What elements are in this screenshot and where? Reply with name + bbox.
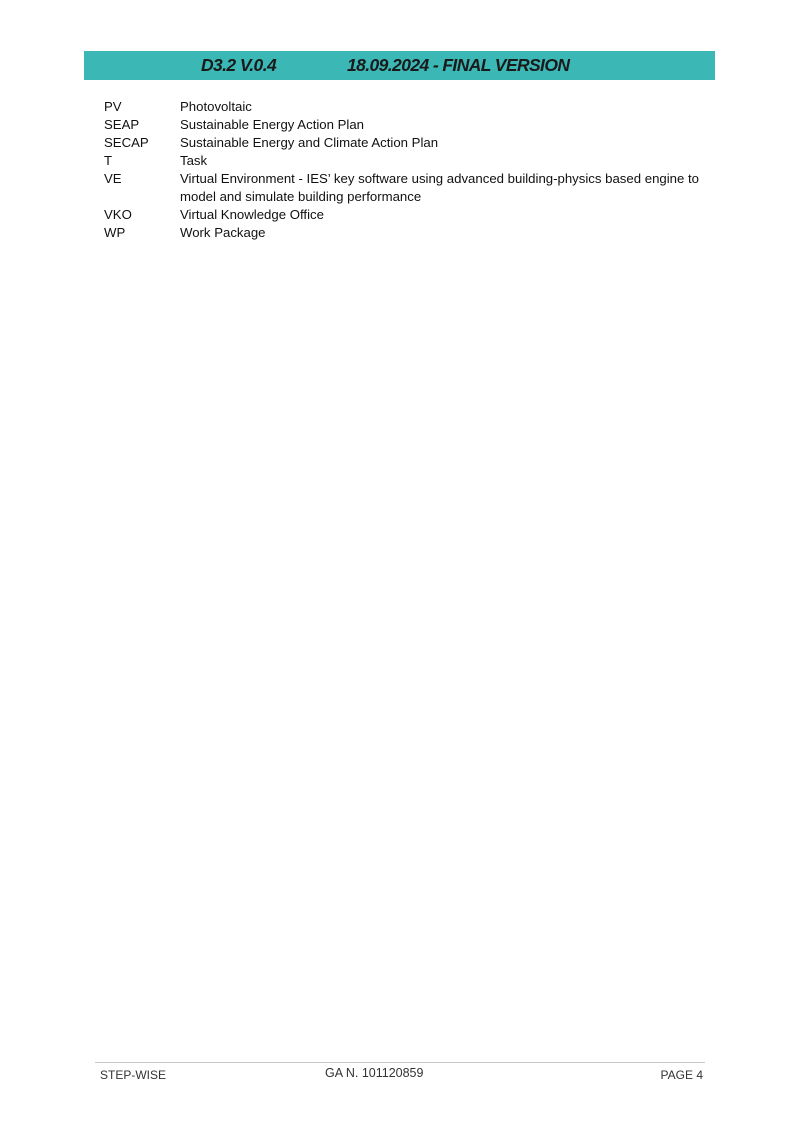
- abbreviation-term: PV: [104, 99, 122, 114]
- abbreviation-term: VE: [104, 171, 122, 186]
- abbreviation-row: [104, 206, 704, 224]
- abbreviation-row: [104, 224, 704, 242]
- abbreviation-definition: Work Package: [180, 225, 266, 240]
- document-id: D3.2 V.0.4: [201, 55, 277, 75]
- abbreviation-term: T: [104, 153, 113, 168]
- footer-page-number: PAGE 4: [660, 1068, 703, 1082]
- abbreviation-row: [104, 134, 704, 152]
- abbreviation-term: WP: [104, 225, 126, 240]
- footer-divider: [95, 1062, 705, 1063]
- abbreviation-definition: Sustainable Energy Action Plan: [180, 117, 365, 132]
- footer-project-name: STEP-WISE: [100, 1068, 167, 1082]
- abbreviation-term: SECAP: [104, 135, 149, 150]
- abbreviation-definition: Photovoltaic: [180, 99, 252, 114]
- abbreviation-row: [104, 170, 704, 206]
- abbreviation-term: SEAP: [104, 117, 140, 132]
- abbreviation-definition: Task: [180, 153, 208, 168]
- abbreviation-definition: Sustainable Energy and Climate Action Plan: [180, 135, 439, 150]
- abbreviation-row: [104, 152, 704, 170]
- abbreviation-row: [104, 98, 704, 116]
- abbreviation-definition: Virtual Environment - IES’ key software using advanced building-physics based engine to model and simulate building performance: [180, 171, 699, 204]
- document-version-status: 18.09.2024 - FINAL VERSION: [347, 55, 570, 75]
- footer-grant-number: GA N. 101120859: [325, 1066, 424, 1080]
- abbreviation-term: VKO: [104, 207, 132, 222]
- abbreviation-definition: Virtual Knowledge Office: [180, 207, 324, 222]
- abbreviation-row: [104, 116, 704, 134]
- abbreviation-list: [104, 98, 704, 242]
